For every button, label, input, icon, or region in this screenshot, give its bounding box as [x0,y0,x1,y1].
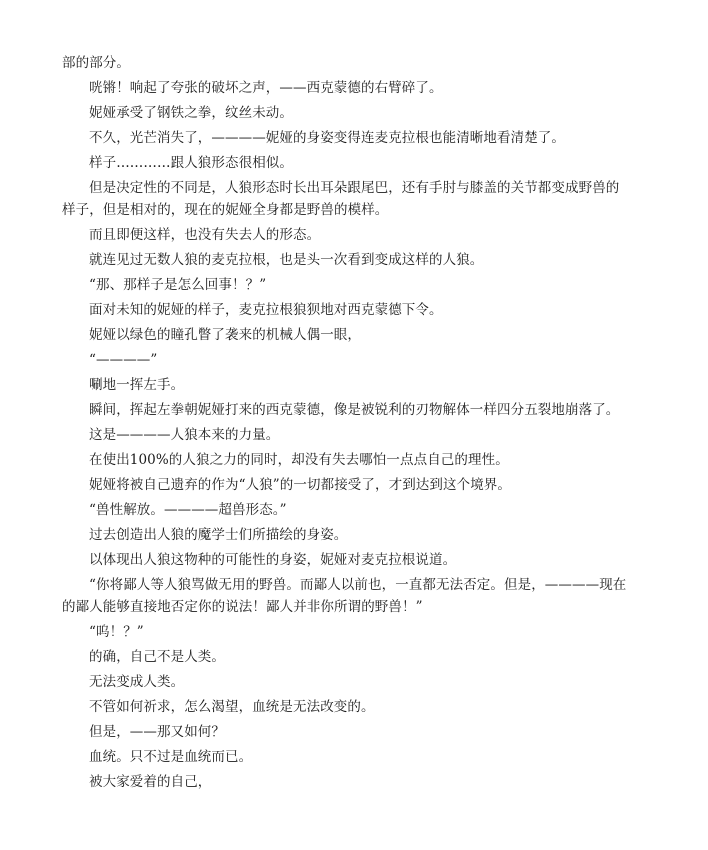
paragraph: 的确，自己不是人类。 [89,649,225,665]
paragraph: 这是————人狼本来的力量。 [89,427,280,443]
paragraph: 血统。只不过是血统而已。 [89,749,253,765]
paragraph: 就连见过无数人狼的麦克拉根，也是头一次看到变成这样的人狼。 [89,252,484,268]
paragraph: 妮娅将被自己遗弃的作为“人狼”的一切都接受了，才到达到这个境界。 [89,477,512,493]
paragraph: “你将鄙人等人狼骂做无用的野兽。而鄙人以前也，一直都无法否定。但是，————现在的鄙人能够直接地否定你的说法！鄙人并非你所谓的野兽！” [62,577,627,615]
paragraph: 但是决定性的不同是，人狼形态时长出耳朵跟尾巴，还有手肘与膝盖的关节都变成野兽的样子，但是相对的，现在的妮娅全身都是野兽的模样。 [62,180,620,218]
paragraph: 不久，光芒消失了，————妮娅的身姿变得连麦克拉根也能清晰地看清楚了。 [89,130,565,146]
paragraph: 在使出100%的人狼之力的同时，却没有失去哪怕一点点自己的理性。 [89,452,509,468]
paragraph: 而且即便这样，也没有失去人的形态。 [89,227,321,243]
paragraph: “兽性解放。————超兽形态。” [89,502,287,518]
paragraph: 被大家爱着的自己， [89,774,212,790]
paragraph: 咣锵！响起了夸张的破坏之声，——西克蒙德的右臂碎了。 [89,80,443,96]
paragraph: 不管如何祈求，怎么渴望，血统是无法改变的。 [89,699,375,715]
paragraph: 瞬间，挥起左拳朝妮娅打来的西克蒙德，像是被锐利的刃物解体一样四分五裂地崩落了。 [89,402,620,418]
paragraph: 过去创造出人狼的魔学士们所描绘的身姿。 [89,527,348,543]
paragraph: 唰地一挥左手。 [89,377,185,393]
paragraph: 妮娅承受了钢铁之拳，纹丝未动。 [89,105,293,121]
paragraph: “————” [89,352,158,368]
paragraph: 面对未知的妮娅的样子，麦克拉根狼狈地对西克蒙德下令。 [89,302,443,318]
paragraph: “呜！？” [89,624,144,640]
paragraph: 妮娅以绿色的瞳孔瞥了袭来的机械人偶一眼， [89,327,361,343]
paragraph: 但是，——那又如何？ [89,724,225,740]
paragraph: 样子…………跟人狼形态很相似。 [89,155,293,171]
paragraph: 以体现出人狼这物种的可能性的身姿，妮娅对麦克拉根说道。 [89,552,457,568]
paragraph: “那、那样子是怎么回事！？” [89,277,267,293]
paragraph: 部的部分。 [62,55,130,71]
document-page [62,52,632,796]
paragraph: 无法变成人类。 [89,674,185,690]
